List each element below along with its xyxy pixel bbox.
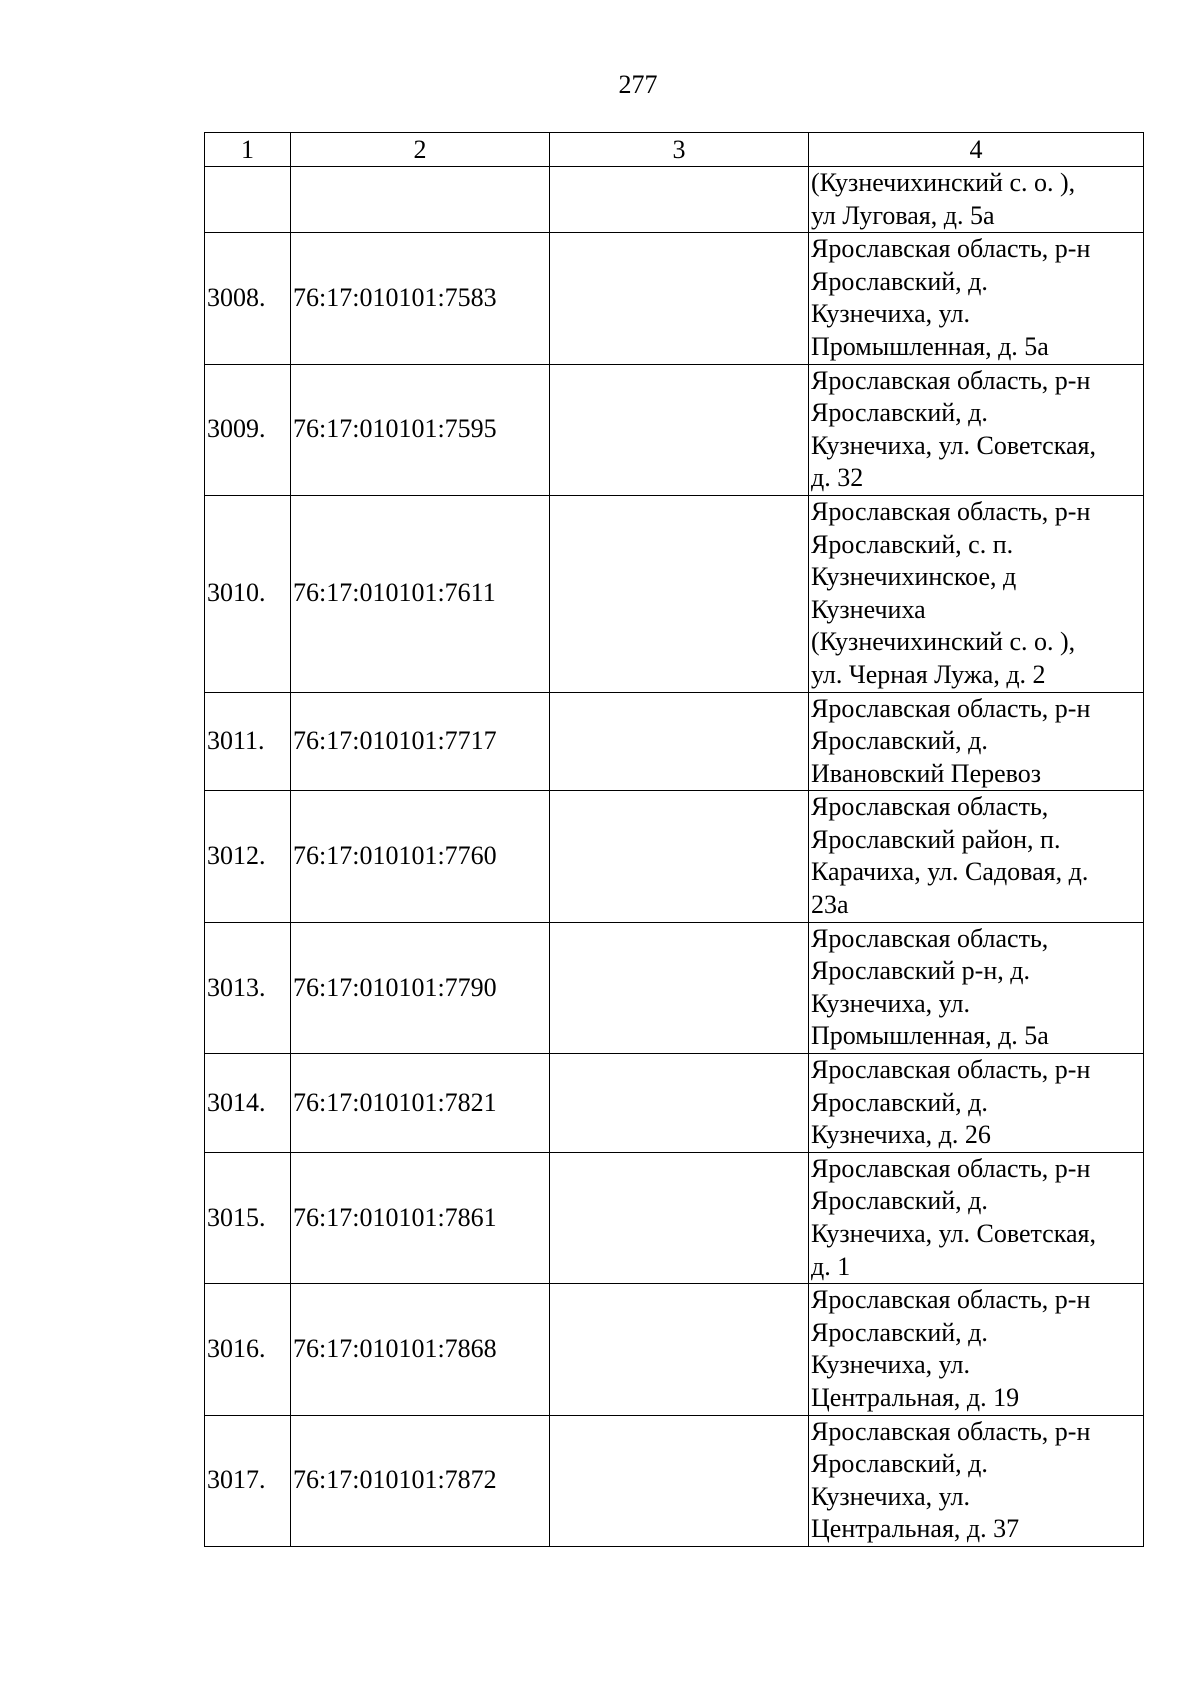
row-number: 3016. — [205, 1284, 291, 1415]
table-row — [205, 1152, 1144, 1283]
cadastral-number: 76:17:010101:7790 — [291, 922, 550, 1053]
cadastral-number: 76:17:010101:7595 — [291, 364, 550, 495]
cadastral-number: 76:17:010101:7717 — [291, 692, 550, 791]
column-3-cell — [550, 1284, 809, 1415]
table-row — [205, 364, 1144, 495]
address-cell: Ярославская область, Ярославский р-н, д. Кузнечиха, ул. Промышленная, д. 5а — [809, 922, 1144, 1053]
table-row — [205, 1415, 1144, 1546]
cadastral-number: 76:17:010101:7872 — [291, 1415, 550, 1546]
column-3-cell — [550, 167, 809, 233]
row-number: 3012. — [205, 791, 291, 922]
row-number: 3010. — [205, 495, 291, 692]
column-3-cell — [550, 1054, 809, 1153]
address-cell: Ярославская область, р-н Ярославский, с. п. Кузнечихинское, д Кузнечиха (Кузнечихинский с. о. ), ул. Черная Лужа, д. 2 — [809, 495, 1144, 692]
registry-table — [204, 132, 1144, 1547]
page-number: 277 — [618, 70, 658, 99]
column-header-2: 2 — [291, 133, 550, 167]
row-number: 3008. — [205, 233, 291, 364]
address-cell: Ярославская область, р-н Ярославский, д. Кузнечиха, ул. Промышленная, д. 5а — [809, 233, 1144, 364]
column-3-cell — [550, 1415, 809, 1546]
row-number: 3014. — [205, 1054, 291, 1153]
table-row — [205, 692, 1144, 791]
cadastral-number — [291, 167, 550, 233]
column-header-3: 3 — [550, 133, 809, 167]
address-cell: Ярославская область, р-н Ярославский, д. Ивановский Перевоз — [809, 692, 1144, 791]
row-number: 3011. — [205, 692, 291, 791]
cadastral-number: 76:17:010101:7583 — [291, 233, 550, 364]
row-number: 3015. — [205, 1152, 291, 1283]
cadastral-number: 76:17:010101:7868 — [291, 1284, 550, 1415]
table-row — [205, 233, 1144, 364]
column-3-cell — [550, 922, 809, 1053]
row-number: 3017. — [205, 1415, 291, 1546]
cadastral-number: 76:17:010101:7760 — [291, 791, 550, 922]
address-cell: Ярославская область, р-н Ярославский, д. Кузнечиха, д. 26 — [809, 1054, 1144, 1153]
column-header-1: 1 — [205, 133, 291, 167]
column-3-cell — [550, 791, 809, 922]
cadastral-number: 76:17:010101:7821 — [291, 1054, 550, 1153]
column-header-4: 4 — [809, 133, 1144, 167]
row-number — [205, 167, 291, 233]
table-row — [205, 922, 1144, 1053]
table-row — [205, 791, 1144, 922]
address-cell: Ярославская область, р-н Ярославский, д. Кузнечиха, ул. Центральная, д. 19 — [809, 1284, 1144, 1415]
column-3-cell — [550, 495, 809, 692]
cadastral-number: 76:17:010101:7861 — [291, 1152, 550, 1283]
header-row — [205, 133, 1144, 167]
address-cell: Ярославская область, Ярославский район, п. Карачиха, ул. Садовая, д. 23а — [809, 791, 1144, 922]
column-3-cell — [550, 692, 809, 791]
row-number: 3009. — [205, 364, 291, 495]
address-cell: (Кузнечихинский с. о. ), ул Луговая, д. 5а — [809, 167, 1144, 233]
cadastral-number: 76:17:010101:7611 — [291, 495, 550, 692]
column-3-cell — [550, 233, 809, 364]
table-row — [205, 495, 1144, 692]
table-row — [205, 1284, 1144, 1415]
table-row — [205, 167, 1144, 233]
row-number: 3013. — [205, 922, 291, 1053]
column-3-cell — [550, 1152, 809, 1283]
table-row — [205, 1054, 1144, 1153]
address-cell: Ярославская область, р-н Ярославский, д. Кузнечиха, ул. Советская, д. 32 — [809, 364, 1144, 495]
address-cell: Ярославская область, р-н Ярославский, д. Кузнечиха, ул. Центральная, д. 37 — [809, 1415, 1144, 1546]
column-3-cell — [550, 364, 809, 495]
address-cell: Ярославская область, р-н Ярославский, д. Кузнечиха, ул. Советская, д. 1 — [809, 1152, 1144, 1283]
